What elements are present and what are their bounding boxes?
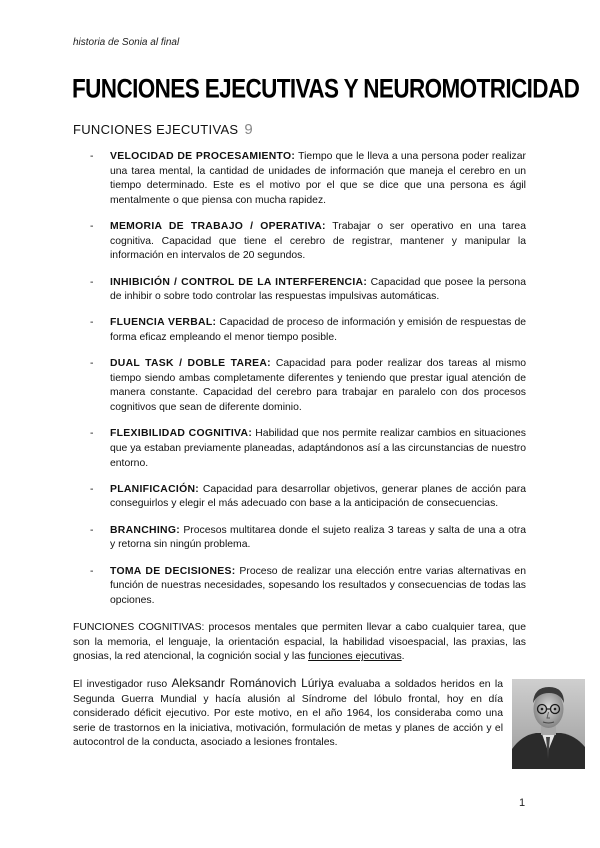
item-term: INHIBICIÓN / CONTROL DE LA INTERFERENCIA: xyxy=(110,276,368,288)
luria-text-after: evaluaba a soldados heridos en la Segunda Guerra Mundial y hacía alusión al Síndrome del lóbulo frontal, hoy en día considerado déficit ejecutivo. Por este motivo, en el año 1964, los consideraba como una serie de trastornos en la iniciativa, motivación, formulación de metas y planes de acción y el autocontrol de la conducta, asociado a lesiones frontales. xyxy=(73,679,504,749)
section-number: 9 xyxy=(244,121,254,138)
item-term: TOMA DE DECISIONES: xyxy=(110,565,236,577)
item-term: BRANCHING: xyxy=(110,524,180,536)
item-term: FLEXIBILIDAD COGNITIVA: xyxy=(110,428,253,440)
item-description: Habilidad que nos permite realizar cambios en situaciones que ya estaban previamente planeadas, adaptándonos así a las circunstancias de nuestro entorno. xyxy=(110,428,526,469)
list-item xyxy=(90,483,526,512)
item-description: Tiempo que le lleva a una persona poder realizar una tarea mental, la cantidad de unidades de información que maneja el cerebro en un tiempo determinado. Este es el motivo por el que se dice que una persona es ágil mentalmente o que piensa con mucha rapidez. xyxy=(110,151,526,206)
item-description: Trabajar o ser operativo en una tarea cognitiva. Capacidad que tiene el cerebro de registrar, mantener y manipular la información en intervalos de 20 segundos. xyxy=(110,221,526,262)
list-dash: - xyxy=(90,221,94,233)
list-dash: - xyxy=(90,565,94,577)
item-term: DUAL TASK / DOBLE TAREA: xyxy=(110,358,271,370)
item-term: MEMORIA DE TRABAJO / OPERATIVA: xyxy=(110,221,326,233)
item-description: Capacidad para poder realizar dos tareas al mismo tiempo siendo ambas completamente diferentes y teniendo que prestar igual atención de manera constante. Capacidad del cerebro para trabajar en paralelo con dos procesos cognitivos que sean de diferente dominio. xyxy=(110,358,526,414)
section-heading xyxy=(73,121,253,138)
item-term: VELOCIDAD DE PROCESAMIENTO: xyxy=(110,151,296,162)
cognitive-functions-text: FUNCIONES COGNITIVAS: procesos mentales que permiten llevar a cabo cualquier tarea, que son la memoria, el lenguaje, la orientación espacial, la habilidad visoespacial, las praxias, las gnosias, la red atencional, la cognición social y las xyxy=(73,622,526,663)
list-dash: - xyxy=(90,483,94,495)
list-item xyxy=(90,524,526,553)
list-dash: - xyxy=(90,317,94,329)
section-heading-text: FUNCIONES EJECUTIVAS xyxy=(73,122,239,137)
list-dash: - xyxy=(90,428,94,440)
page-number: 1 xyxy=(519,797,526,809)
executive-functions-list xyxy=(90,150,526,620)
item-description: Procesos multitarea donde el sujeto realiza 3 tareas y salta de una a otra y retorna sin ningún problema. xyxy=(110,524,526,551)
item-description: Proceso de realizar una elección entre varias alternativas en función de nuestras necesidades, sopesando los resultados y consecuencias de todas las opciones. xyxy=(110,565,526,606)
list-dash: - xyxy=(90,358,94,370)
item-term: PLANIFICACIÓN: xyxy=(110,483,200,495)
item-description: Capacidad para desarrollar objetivos, generar planes de acción para conseguirlos y elegir el más adecuado con base a la anticipación de consecuencias. xyxy=(110,483,526,510)
cognitive-functions-paragraph xyxy=(73,621,526,665)
luria-paragraph xyxy=(73,676,503,751)
page-title: FUNCIONES EJECUTIVAS Y NEUROMOTRICIDAD xyxy=(72,74,580,104)
list-item xyxy=(90,565,526,609)
luria-portrait-photo xyxy=(512,679,585,769)
list-item xyxy=(90,150,526,208)
executive-functions-link[interactable]: funciones ejecutivas xyxy=(308,651,402,663)
header-note: historia de Sonia al final xyxy=(73,37,180,48)
item-description: Capacidad de proceso de información y emisión de respuestas de forma eficaz empleando el menor tiempo posible. xyxy=(110,317,527,343)
list-dash: - xyxy=(90,151,94,162)
list-dash: - xyxy=(90,276,94,288)
list-dash: - xyxy=(90,524,94,536)
list-item xyxy=(90,427,526,471)
list-item xyxy=(90,276,526,305)
luria-text-before: El investigador ruso xyxy=(73,679,172,690)
list-item xyxy=(90,220,526,264)
list-item xyxy=(90,316,526,345)
item-description: Capacidad que posee la persona de inhibir o sobre todo controlar las respuestas impulsivas automáticas. xyxy=(110,276,526,303)
luria-name: Aleksandr Románovich Lúriya xyxy=(171,676,334,690)
item-term: FLUENCIA VERBAL: xyxy=(110,317,217,329)
list-item xyxy=(90,357,526,415)
cognitive-functions-end: . xyxy=(401,651,405,663)
